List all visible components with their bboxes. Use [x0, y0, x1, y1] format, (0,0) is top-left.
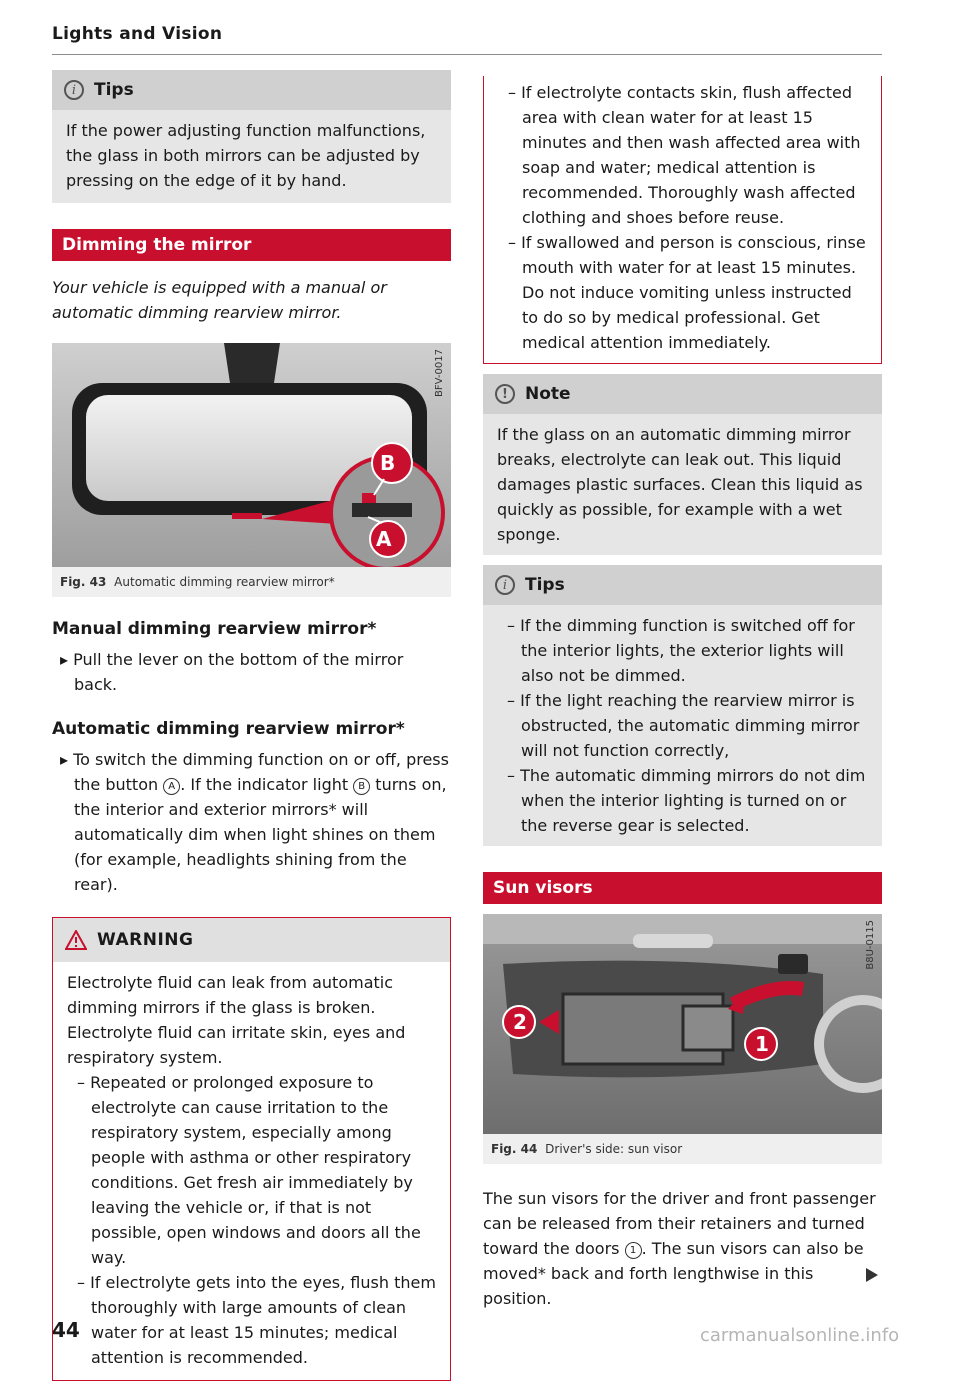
warning-item: – If electrolyte contacts skin, flush affected area with clean water for at least 15 minutes and then wash affected area with soap and water; medical attention is recommended. Thoroughly wash affected clothing and shoes before reuse.: [508, 83, 861, 227]
caption-number: Fig. 43: [60, 575, 107, 589]
warning-triangle-icon: [65, 930, 87, 950]
section-intro: Your vehicle is equipped with a manual or automatic dimming rearview mirror.: [52, 278, 387, 322]
callout-a: A: [376, 527, 392, 551]
warning-box: [52, 917, 451, 1381]
figure-44: [483, 914, 882, 1164]
figure-code: BFV-0017: [434, 349, 445, 397]
figure-caption: [483, 1134, 882, 1164]
rearview-mirror-image: [52, 343, 451, 567]
callout-2: 2: [513, 1010, 527, 1034]
body-text-1: The sun visors for the driver and front passenger can be released from their retainers and turned toward the doors: [483, 1189, 876, 1258]
indicator-b-ref: B: [353, 778, 370, 795]
tips-item: – The automatic dimming mirrors do not dim when the interior lighting is turned on or the reverse gear is selected.: [507, 766, 866, 835]
tips-title: Tips: [94, 80, 134, 100]
note-icon: !: [495, 384, 515, 404]
callout-b: B: [380, 451, 396, 475]
manual-step-text: Pull the lever on the bottom of the mirror back.: [73, 650, 404, 694]
warning-body: [53, 962, 450, 1380]
figure-43: [52, 343, 451, 597]
note-box: [483, 374, 882, 555]
warning-title: WARNING: [97, 930, 194, 950]
tips-text: If the power adjusting function malfunctions, the glass in both mirrors can be adjusted by pressing on the edge of it by hand.: [66, 121, 426, 190]
info-icon: i: [495, 575, 515, 595]
note-title: Note: [525, 384, 571, 404]
warning-text: Electrolyte fluid can leak from automatic dimming mirrors if the glass is broken. Electrolyte fluid can irritate skin, eyes and respiratory system.: [67, 973, 406, 1067]
page-number: 44: [52, 1318, 80, 1342]
button-a-ref: A: [163, 778, 180, 795]
caption-text: Driver's side: sun visor: [545, 1142, 683, 1156]
tips-box-right: [483, 565, 882, 846]
caption-text: Automatic dimming rearview mirror*: [114, 575, 335, 589]
tips-box: [52, 70, 451, 203]
sun-visor-image: [483, 914, 882, 1134]
callout-1: 1: [755, 1032, 769, 1056]
tips-header: [483, 565, 882, 605]
warning-item: – If swallowed and person is conscious, rinse mouth with water for at least 15 minutes. Do not induce vomiting unless instructed to do so by medical professional. Get medical attention immediately.: [508, 233, 866, 352]
note-header: [483, 374, 882, 414]
section-title-dimming: Dimming the mirror: [52, 229, 451, 261]
sun-visor-text: [483, 1186, 882, 1311]
figure-caption: [52, 567, 451, 597]
right-column: [483, 76, 882, 1311]
left-column: [52, 70, 451, 1381]
running-header: [52, 24, 882, 55]
continue-arrow-icon: [866, 1268, 878, 1282]
header-title: Lights and Vision: [52, 24, 223, 44]
tips-header: [52, 70, 451, 110]
warning-item: – If electrolyte gets into the eyes, flush them thoroughly with large amounts of clean water for at least 15 minutes; medical attention is recommended.: [77, 1273, 436, 1367]
warning-header: [53, 918, 450, 962]
note-text: If the glass on an automatic dimming mirror breaks, electrolyte can leak out. This liquid damages plastic surfaces. Clean this liquid as quickly as possible, for example with a wet sponge.: [497, 425, 863, 544]
warning-continued: [483, 76, 882, 364]
info-icon: i: [64, 80, 84, 100]
manual-step: ▸ Pull the lever on the bottom of the mirror back.: [60, 650, 404, 694]
section-title-sun-visors: Sun visors: [483, 872, 882, 904]
auto-heading: Automatic dimming rearview mirror*: [52, 719, 405, 739]
caption-number: Fig. 44: [491, 1142, 538, 1156]
warning-item: – Repeated or prolonged exposure to electrolyte can cause irritation to the respiratory system, especially among people with asthma or other respiratory conditions. Get fresh air immediately by leaving the vehicle or, if that is not possible, open windows and doors all the way.: [77, 1073, 421, 1267]
watermark: carmanualsonline.info: [700, 1325, 900, 1346]
manual-heading: Manual dimming rearview mirror*: [52, 619, 377, 639]
body-text-2: . The sun visors can also be moved* back and forth lengthwise in this position.: [483, 1239, 864, 1308]
ref-1: 1: [625, 1242, 642, 1259]
figure-code: B8U-0115: [865, 920, 876, 970]
auto-step-text-2: . If the indicator light: [180, 775, 354, 794]
auto-step-text-1: To switch the dimming function on or off, press the button: [73, 750, 449, 794]
tips-list: [483, 605, 882, 838]
tips-item: – If the dimming function is switched off for the interior lights, the exterior lights will also not be dimmed.: [507, 616, 855, 685]
tips-title: Tips: [525, 575, 565, 595]
auto-step: ▸ To switch the dimming function on or off, press the button A . If the indicator light B turns on, the interior and exterior mirrors* will automatically dim when light shines on them (for example, headlights shining from the rear).: [60, 750, 449, 894]
sun-visor-illustration: [483, 914, 882, 1134]
tips-item: – If the light reaching the rearview mirror is obstructed, the automatic dimming mirror will not function correctly,: [507, 691, 860, 760]
auto-step-text-3: turns on, the interior and exterior mirrors* will automatically dim when light shines on them (for example, headlights shining from the rear).: [74, 775, 447, 894]
